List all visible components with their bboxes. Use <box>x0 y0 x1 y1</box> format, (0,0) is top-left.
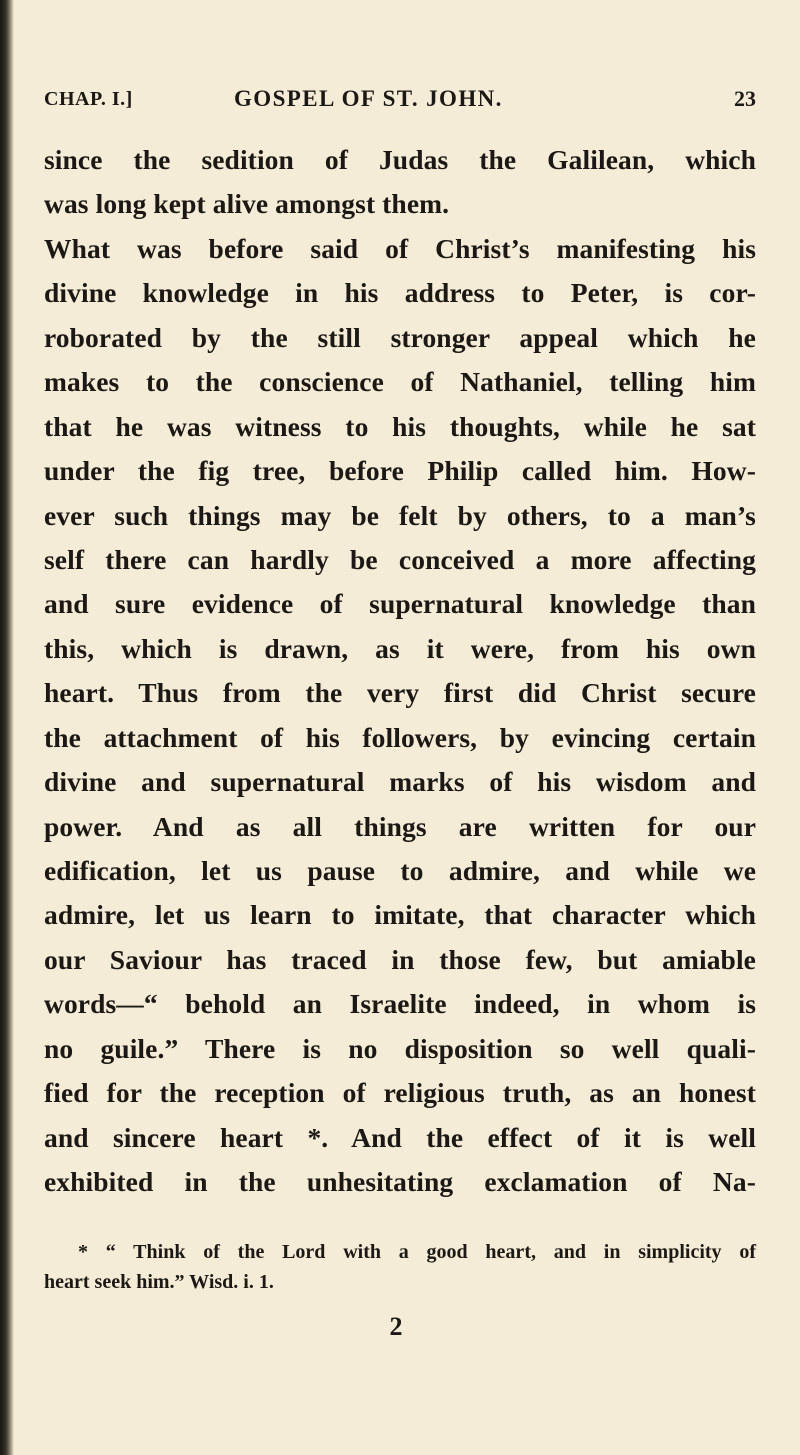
text-line: under the fig tree, before Philip called him. How- <box>44 455 756 487</box>
text-line: and sincere heart *. And the effect of it is well <box>44 1121 756 1153</box>
signature-mark: 2 <box>389 1312 403 1341</box>
text-line: the attachment of his followers, by evincing certain <box>44 721 756 753</box>
text-line: this, which is drawn, as it were, from his own <box>44 632 756 664</box>
text-line: heart. Thus from the very first did Christ secure <box>44 677 756 709</box>
footnote-line: heart seek him.” Wisd. i. 1. <box>44 1271 274 1293</box>
text-line: roborated by the still stronger appeal which he <box>44 321 756 353</box>
text-line: edification, let us pause to admire, and while we <box>44 855 756 886</box>
text-line: since the sedition of Judas the Galilean, which <box>44 144 756 175</box>
running-header <box>44 84 756 114</box>
text-line: our Saviour has traced in those few, but amiable <box>44 943 756 975</box>
body-text <box>44 138 756 1205</box>
running-title: GOSPEL OF ST. JOHN. <box>234 86 503 111</box>
page-number: 23 <box>734 86 756 111</box>
text-line: divine and supernatural marks of his wisdom and <box>44 766 756 798</box>
text-line: and sure evidence of supernatural knowledge than <box>44 588 756 620</box>
book-spine-gutter <box>0 0 14 1455</box>
chapter-label: CHAP. I.] <box>44 88 133 110</box>
text-line: no guile.” There is no disposition so well quali- <box>44 1032 756 1064</box>
text-line: that he was witness to his thoughts, while he sat <box>44 410 756 442</box>
text-line: What was before said of Christ’s manifesting his <box>44 232 756 264</box>
text-line: fied for the reception of religious truth, as an honest <box>44 1077 756 1109</box>
text-line: admire, let us learn to imitate, that character which <box>44 899 756 931</box>
footnote <box>44 1237 756 1297</box>
text-line: was long kept alive amongst them. <box>44 188 450 220</box>
footnote-line: * “ Think of the Lord with a good heart, and in simplicity of <box>78 1241 756 1263</box>
text-line: words—“ behold an Israelite indeed, in whom is <box>44 988 756 1020</box>
text-line: ever such things may be felt by others, to a man’s <box>44 499 756 531</box>
text-line: makes to the conscience of Nathaniel, telling him <box>44 366 756 398</box>
text-line: self there can hardly be conceived a more affecting <box>44 543 756 575</box>
text-line: exhibited in the unhesitating exclamation of Na- <box>44 1166 756 1198</box>
text-line: power. And as all things are written for our <box>44 810 756 842</box>
text-line: divine knowledge in his address to Peter, is cor- <box>44 277 756 309</box>
